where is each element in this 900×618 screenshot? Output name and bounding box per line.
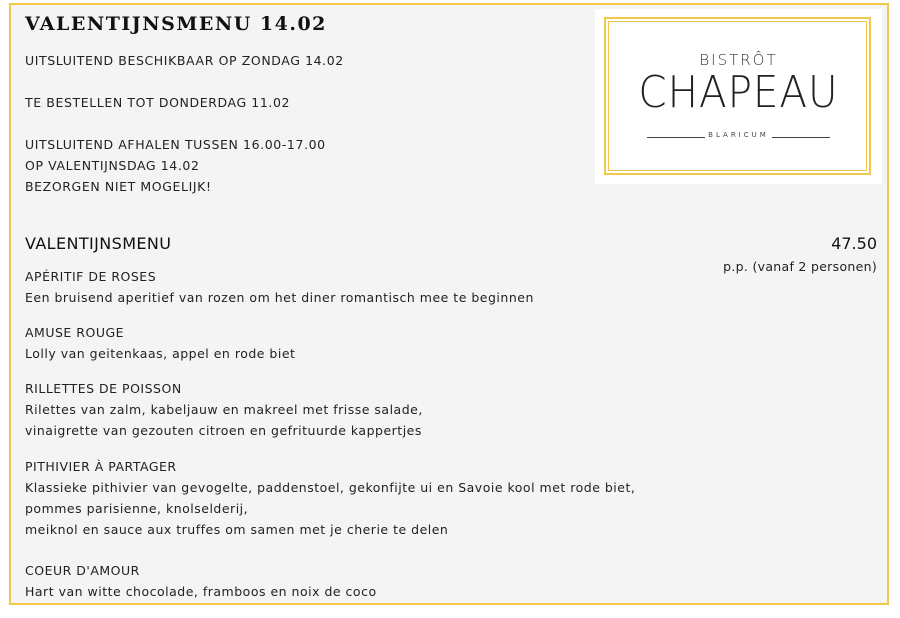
menu-price: 47.50: [831, 234, 877, 253]
page-title: VALENTIJNSMENU 14.02: [25, 13, 327, 35]
course-pithivier: [25, 456, 635, 540]
course-description: Klassieke pithivier van gevogelte, paddenstoel, gekonfijte ui en Savoie kool met rode biet, pommes parisienne, knolselderij, meiknol en sauce aux truffes om samen met je cherie te delen: [25, 480, 636, 537]
course-dessert: [25, 560, 377, 602]
notice-order-deadline: TE BESTELLEN TOT DONDERDAG 11.02: [25, 95, 291, 110]
notice-pickup-day: OP VALENTIJNSDAG 14.02: [25, 158, 200, 173]
course-name: RILLETTES DE POISSON: [25, 381, 182, 396]
restaurant-logo: [595, 9, 882, 184]
course-name: PITHIVIER À PARTAGER: [25, 459, 177, 474]
notice-availability: UITSLUITEND BESCHIKBAAR OP ZONDAG 14.02: [25, 53, 344, 68]
menu-card: [9, 3, 889, 605]
logo-chapeau-text: CHAPEAU: [638, 67, 839, 118]
course-description: Een bruisend aperitief van rozen om het diner romantisch mee te beginnen: [25, 290, 534, 305]
course-name: APÉRITIF DE ROSES: [25, 269, 157, 284]
course-amuse: [25, 322, 295, 364]
logo-bistrot-text: BISTRÔT: [699, 51, 778, 69]
menu-title: VALENTIJNSMENU: [25, 234, 172, 253]
course-name: AMUSE ROUGE: [25, 325, 125, 340]
course-description: Lolly van geitenkaas, appel en rode biet: [25, 346, 296, 361]
notice-pickup-time: UITSLUITEND AFHALEN TUSSEN 16.00-17.00: [25, 137, 326, 152]
notice-no-delivery: BEZORGEN NIET MOGELIJK!: [25, 179, 212, 194]
logo-blaricum-text: BLARICUM: [708, 131, 769, 139]
course-rillettes: [25, 378, 423, 441]
course-aperitif: [25, 266, 534, 308]
course-name: COEUR D'AMOUR: [25, 563, 140, 578]
course-description: Hart van witte chocolade, framboos en noix de coco: [25, 584, 377, 599]
course-description: Rilettes van zalm, kabeljauw en makreel met frisse salade, vinaigrette van gezouten citroen en gefrituurde kappertjes: [25, 402, 423, 438]
menu-price-note: p.p. (vanaf 2 personen): [723, 259, 877, 274]
